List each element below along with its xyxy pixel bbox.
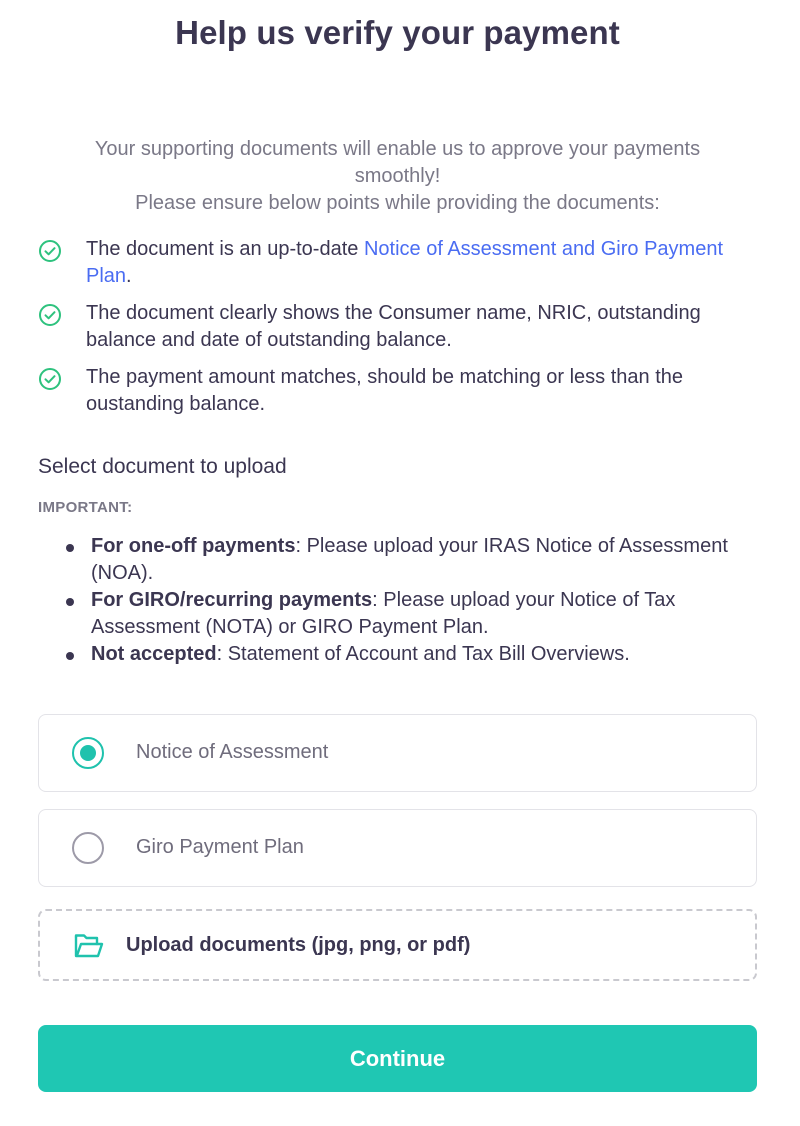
option-label: Notice of Assessment bbox=[136, 741, 329, 763]
note-bold: For one-off payments bbox=[91, 535, 296, 557]
radio-dot bbox=[80, 745, 96, 761]
checklist-text: The document is an up-to-date bbox=[86, 238, 364, 260]
option-notice-of-assessment[interactable] bbox=[38, 714, 757, 792]
checklist-text: The document clearly shows the Consumer name, NRIC, outstanding balance and date of outstanding balance. bbox=[86, 302, 701, 351]
important-notes-list bbox=[62, 533, 762, 668]
checklist-item bbox=[38, 300, 768, 354]
bullet-dot bbox=[66, 598, 74, 606]
continue-button[interactable]: Continue bbox=[38, 1025, 757, 1092]
intro-text bbox=[60, 136, 735, 217]
intro-line-1: Your supporting documents will enable us to approve your payments smoothly! bbox=[94, 138, 701, 187]
check-circle-icon bbox=[38, 367, 62, 391]
requirements-checklist bbox=[38, 236, 768, 428]
note-bold: Not accepted bbox=[91, 643, 217, 665]
radio-selected[interactable] bbox=[72, 737, 104, 769]
upload-dropzone[interactable] bbox=[38, 909, 757, 981]
important-label: IMPORTANT: bbox=[38, 499, 133, 516]
option-label: Giro Payment Plan bbox=[136, 836, 304, 858]
note-bold: For GIRO/recurring payments bbox=[91, 589, 373, 611]
option-giro-payment-plan[interactable] bbox=[38, 809, 757, 887]
checklist-item bbox=[38, 236, 768, 290]
intro-line-2: Please ensure below points while providing the documents: bbox=[135, 192, 660, 214]
checklist-text: The payment amount matches, should be matching or less than the oustanding balance. bbox=[86, 366, 684, 415]
bullet-dot bbox=[66, 652, 74, 660]
note-text: : Please upload your IRAS Notice of Assessment (NOA). bbox=[91, 535, 728, 584]
checklist-text-end: . bbox=[126, 265, 132, 287]
radio-unselected[interactable] bbox=[72, 832, 104, 864]
checklist-item bbox=[38, 364, 768, 418]
note-text: : Please upload your Notice of Tax Assessment (NOTA) or GIRO Payment Plan. bbox=[91, 589, 676, 638]
check-circle-icon bbox=[38, 303, 62, 327]
note-text: : Statement of Account and Tax Bill Overviews. bbox=[216, 643, 630, 665]
list-item bbox=[62, 641, 762, 668]
folder-open-icon bbox=[74, 933, 104, 959]
page-title: Help us verify your payment bbox=[175, 14, 620, 51]
noa-giro-link[interactable]: Notice of Assessment and Giro Payment Plan bbox=[86, 238, 724, 287]
check-circle-icon bbox=[38, 239, 62, 263]
upload-label: Upload documents (jpg, png, or pdf) bbox=[126, 934, 471, 956]
bullet-dot bbox=[66, 544, 74, 552]
list-item bbox=[62, 533, 762, 587]
section-title: Select document to upload bbox=[38, 455, 287, 478]
list-item bbox=[62, 587, 762, 641]
